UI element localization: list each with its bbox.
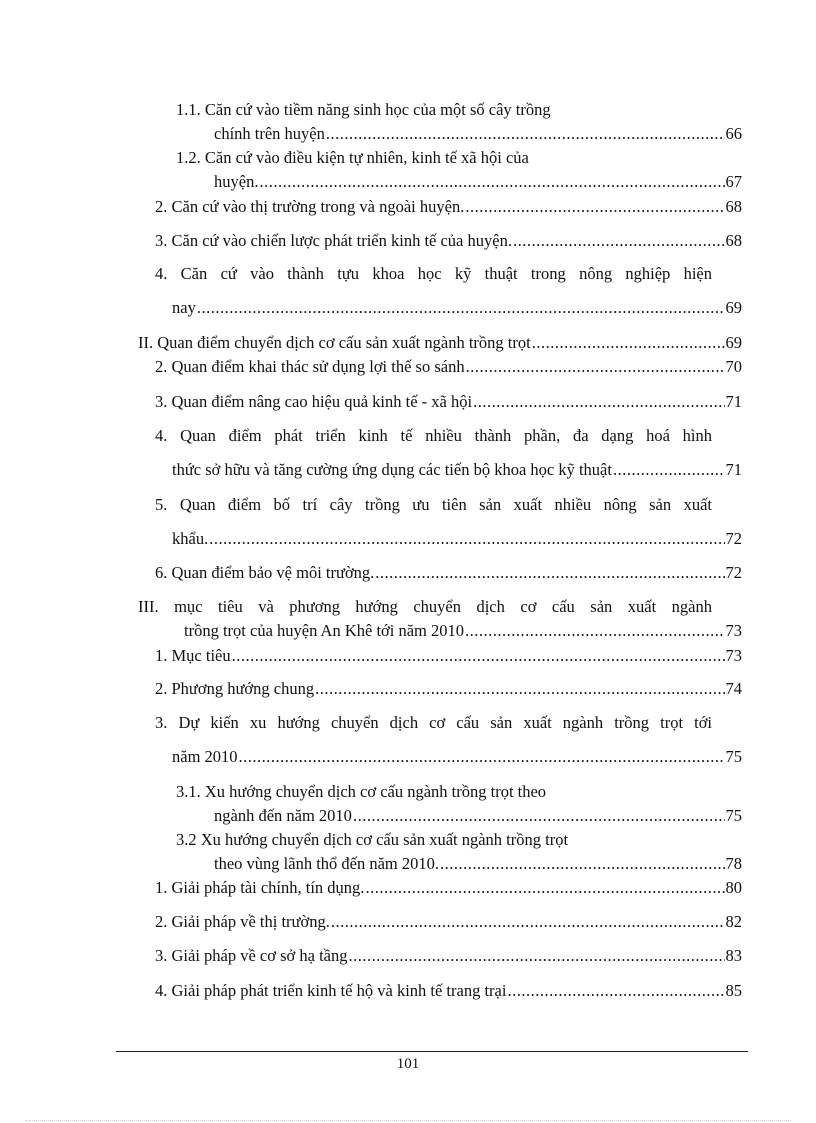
toc-entry-4-household [155, 981, 742, 1001]
toc-line-last [176, 172, 742, 192]
toc-line: 4. Quan điểm phát triển kinh tế nhiều thành phần, đa dạng hoá hình [155, 426, 712, 445]
toc-page-number: 72 [725, 563, 742, 582]
toc-text: 2. Quan điểm khai thác sử dụng lợi thế so sánh [155, 357, 465, 376]
toc-leader-dots [353, 806, 725, 826]
toc-line: 4. Căn cứ vào thành tựu khoa học kỹ thuật trong nông nghiệp hiện [155, 264, 712, 283]
toc-page-number: 83 [725, 946, 742, 965]
toc-leader-dots [513, 231, 725, 251]
toc-entry-2-market-solution [155, 912, 742, 932]
toc-text: thức sở hữu và tăng cường ứng dụng các tiến bộ khoa học kỹ thuật [172, 460, 612, 479]
toc-text: trồng trọt của huyện An Khê tới năm 2010 [184, 621, 465, 640]
toc-text: 1. Mục tiêu [155, 646, 231, 665]
toc-text: khẩu. [172, 529, 209, 548]
toc-line: 3. Dự kiến xu hướng chuyển dịch cơ cấu sản xuất ngành trồng trọt tới [155, 713, 712, 732]
toc-text: 4. Giải pháp phát triển kinh tế hộ và kinh tế trang trại [155, 981, 507, 1000]
toc-entry-2-advantage [155, 357, 742, 377]
toc-leader-dots [507, 981, 724, 1001]
toc-leader-dots [440, 854, 724, 874]
toc-text: nay [172, 298, 196, 317]
toc-line-last [176, 854, 742, 874]
toc-page-number: 73 [725, 621, 742, 640]
toc-line-last [176, 806, 742, 826]
toc-line-last [155, 747, 742, 767]
toc-text: 2. Căn cứ vào thị trường trong và ngoài huyện. [155, 197, 465, 216]
toc-entry-1-2 [176, 148, 742, 192]
toc-leader-dots [532, 333, 725, 353]
toc-entry-1-finance [155, 878, 742, 898]
toc-page-number: 69 [725, 298, 742, 317]
toc-leader-dots [465, 197, 724, 217]
toc-text: 2. Giải pháp về thị trường. [155, 912, 330, 931]
toc-line-last [138, 621, 742, 641]
toc-page-number: 72 [725, 529, 742, 548]
toc-entry-2-direction [155, 679, 742, 699]
toc-page-number: 69 [725, 333, 742, 352]
toc-entry-6-environment [155, 563, 742, 583]
toc-line: 1.1. Căn cứ vào tiềm năng sinh học của một số cây trồng [176, 100, 551, 119]
toc-line-last [155, 529, 742, 549]
footer-page-number: 101 [396, 1056, 420, 1072]
toc-entry-3-infrastructure [155, 946, 742, 966]
toc-page-number: 66 [725, 124, 742, 143]
toc-text: theo vùng lãnh thổ đến năm 2010. [214, 854, 440, 873]
toc-page-number: 68 [725, 231, 742, 250]
toc-entry-3-1 [176, 782, 742, 826]
toc-leader-dots [375, 563, 724, 583]
toc-text: chính trên huyện [214, 124, 325, 143]
page-bottom-edge [25, 1120, 791, 1121]
toc-entry-3-2 [176, 830, 742, 874]
toc-leader-dots [466, 357, 725, 377]
toc-page-number: 75 [725, 806, 742, 825]
toc-line: 1.2. Căn cứ vào điều kiện tự nhiên, kinh tế xã hội của [176, 148, 529, 167]
toc-entry-4-multisector [155, 426, 742, 480]
toc-line: 5. Quan điểm bố trí cây trồng ưu tiên sản xuất nhiều nông sản xuất [155, 495, 712, 514]
toc-text: 3. Căn cứ vào chiến lược phát triển kinh tế của huyện. [155, 231, 512, 250]
toc-page-number: 75 [725, 747, 742, 766]
toc-entry-3-strategy [155, 231, 742, 251]
toc-page-number: 85 [725, 981, 742, 1000]
toc-entry-3-forecast [155, 713, 742, 767]
toc-text: huyện. [214, 172, 259, 191]
toc-page-number: 82 [725, 912, 742, 931]
toc-text: năm 2010 [172, 747, 238, 766]
toc-leader-dots [348, 946, 724, 966]
toc-entry-2-market [155, 197, 742, 217]
footer-divider [116, 1051, 748, 1052]
toc-leader-dots [613, 460, 725, 480]
toc-text: 6. Quan điểm bảo vệ môi trường. [155, 563, 375, 582]
toc-entry-1-1 [176, 100, 742, 144]
toc-text: ngành đến năm 2010 [214, 806, 352, 825]
toc-leader-dots [259, 172, 724, 192]
toc-page-number: 74 [725, 679, 742, 698]
toc-leader-dots [232, 646, 725, 666]
toc-entry-ii [138, 333, 742, 353]
toc-line: 3.1. Xu hướng chuyển dịch cơ cấu ngành trồng trọt theo [176, 782, 547, 801]
toc-page-number: 70 [725, 357, 742, 376]
toc-page-number: 71 [725, 392, 742, 411]
toc-page-number: 73 [725, 646, 742, 665]
toc-leader-dots [197, 298, 725, 318]
toc-leader-dots [239, 747, 725, 767]
toc-line-last [176, 124, 742, 144]
toc-leader-dots [315, 679, 724, 699]
toc-text: 3. Giải pháp về cơ sở hạ tầng [155, 946, 348, 965]
toc-line-last [155, 298, 742, 318]
toc-page-number: 78 [725, 854, 742, 873]
toc-text: 3. Quan điểm nâng cao hiệu quả kinh tế - xã hội [155, 392, 473, 411]
toc-leader-dots [209, 529, 724, 549]
toc-entry-4-science [155, 264, 742, 318]
toc-text: II. Quan điểm chuyển dịch cơ cấu sản xuất ngành trồng trọt [138, 333, 531, 352]
toc-page-number: 68 [725, 197, 742, 216]
toc-entry-3-efficiency [155, 392, 742, 412]
toc-page-number: 80 [725, 878, 742, 897]
toc-line: III. mục tiêu và phương hướng chuyển dịch cơ cấu sản xuất ngành [138, 597, 712, 616]
toc-leader-dots [465, 621, 724, 641]
toc-entry-iii [138, 597, 742, 641]
toc-page-number: 71 [725, 460, 742, 479]
toc-page-number: 67 [725, 172, 742, 191]
toc-line: 3.2 Xu hướng chuyển dịch cơ cấu sản xuất ngành trồng trọt [176, 830, 569, 849]
toc-text: 1. Giải pháp tài chính, tín dụng. [155, 878, 365, 897]
toc-leader-dots [331, 912, 725, 932]
toc-text: 2. Phương hướng chung [155, 679, 315, 698]
toc-entry-5-crops [155, 495, 742, 549]
toc-line-last [155, 460, 742, 480]
toc-entry-1-objectives [155, 646, 742, 666]
toc-leader-dots [326, 124, 725, 144]
toc-leader-dots [365, 878, 724, 898]
toc-leader-dots [473, 392, 724, 412]
